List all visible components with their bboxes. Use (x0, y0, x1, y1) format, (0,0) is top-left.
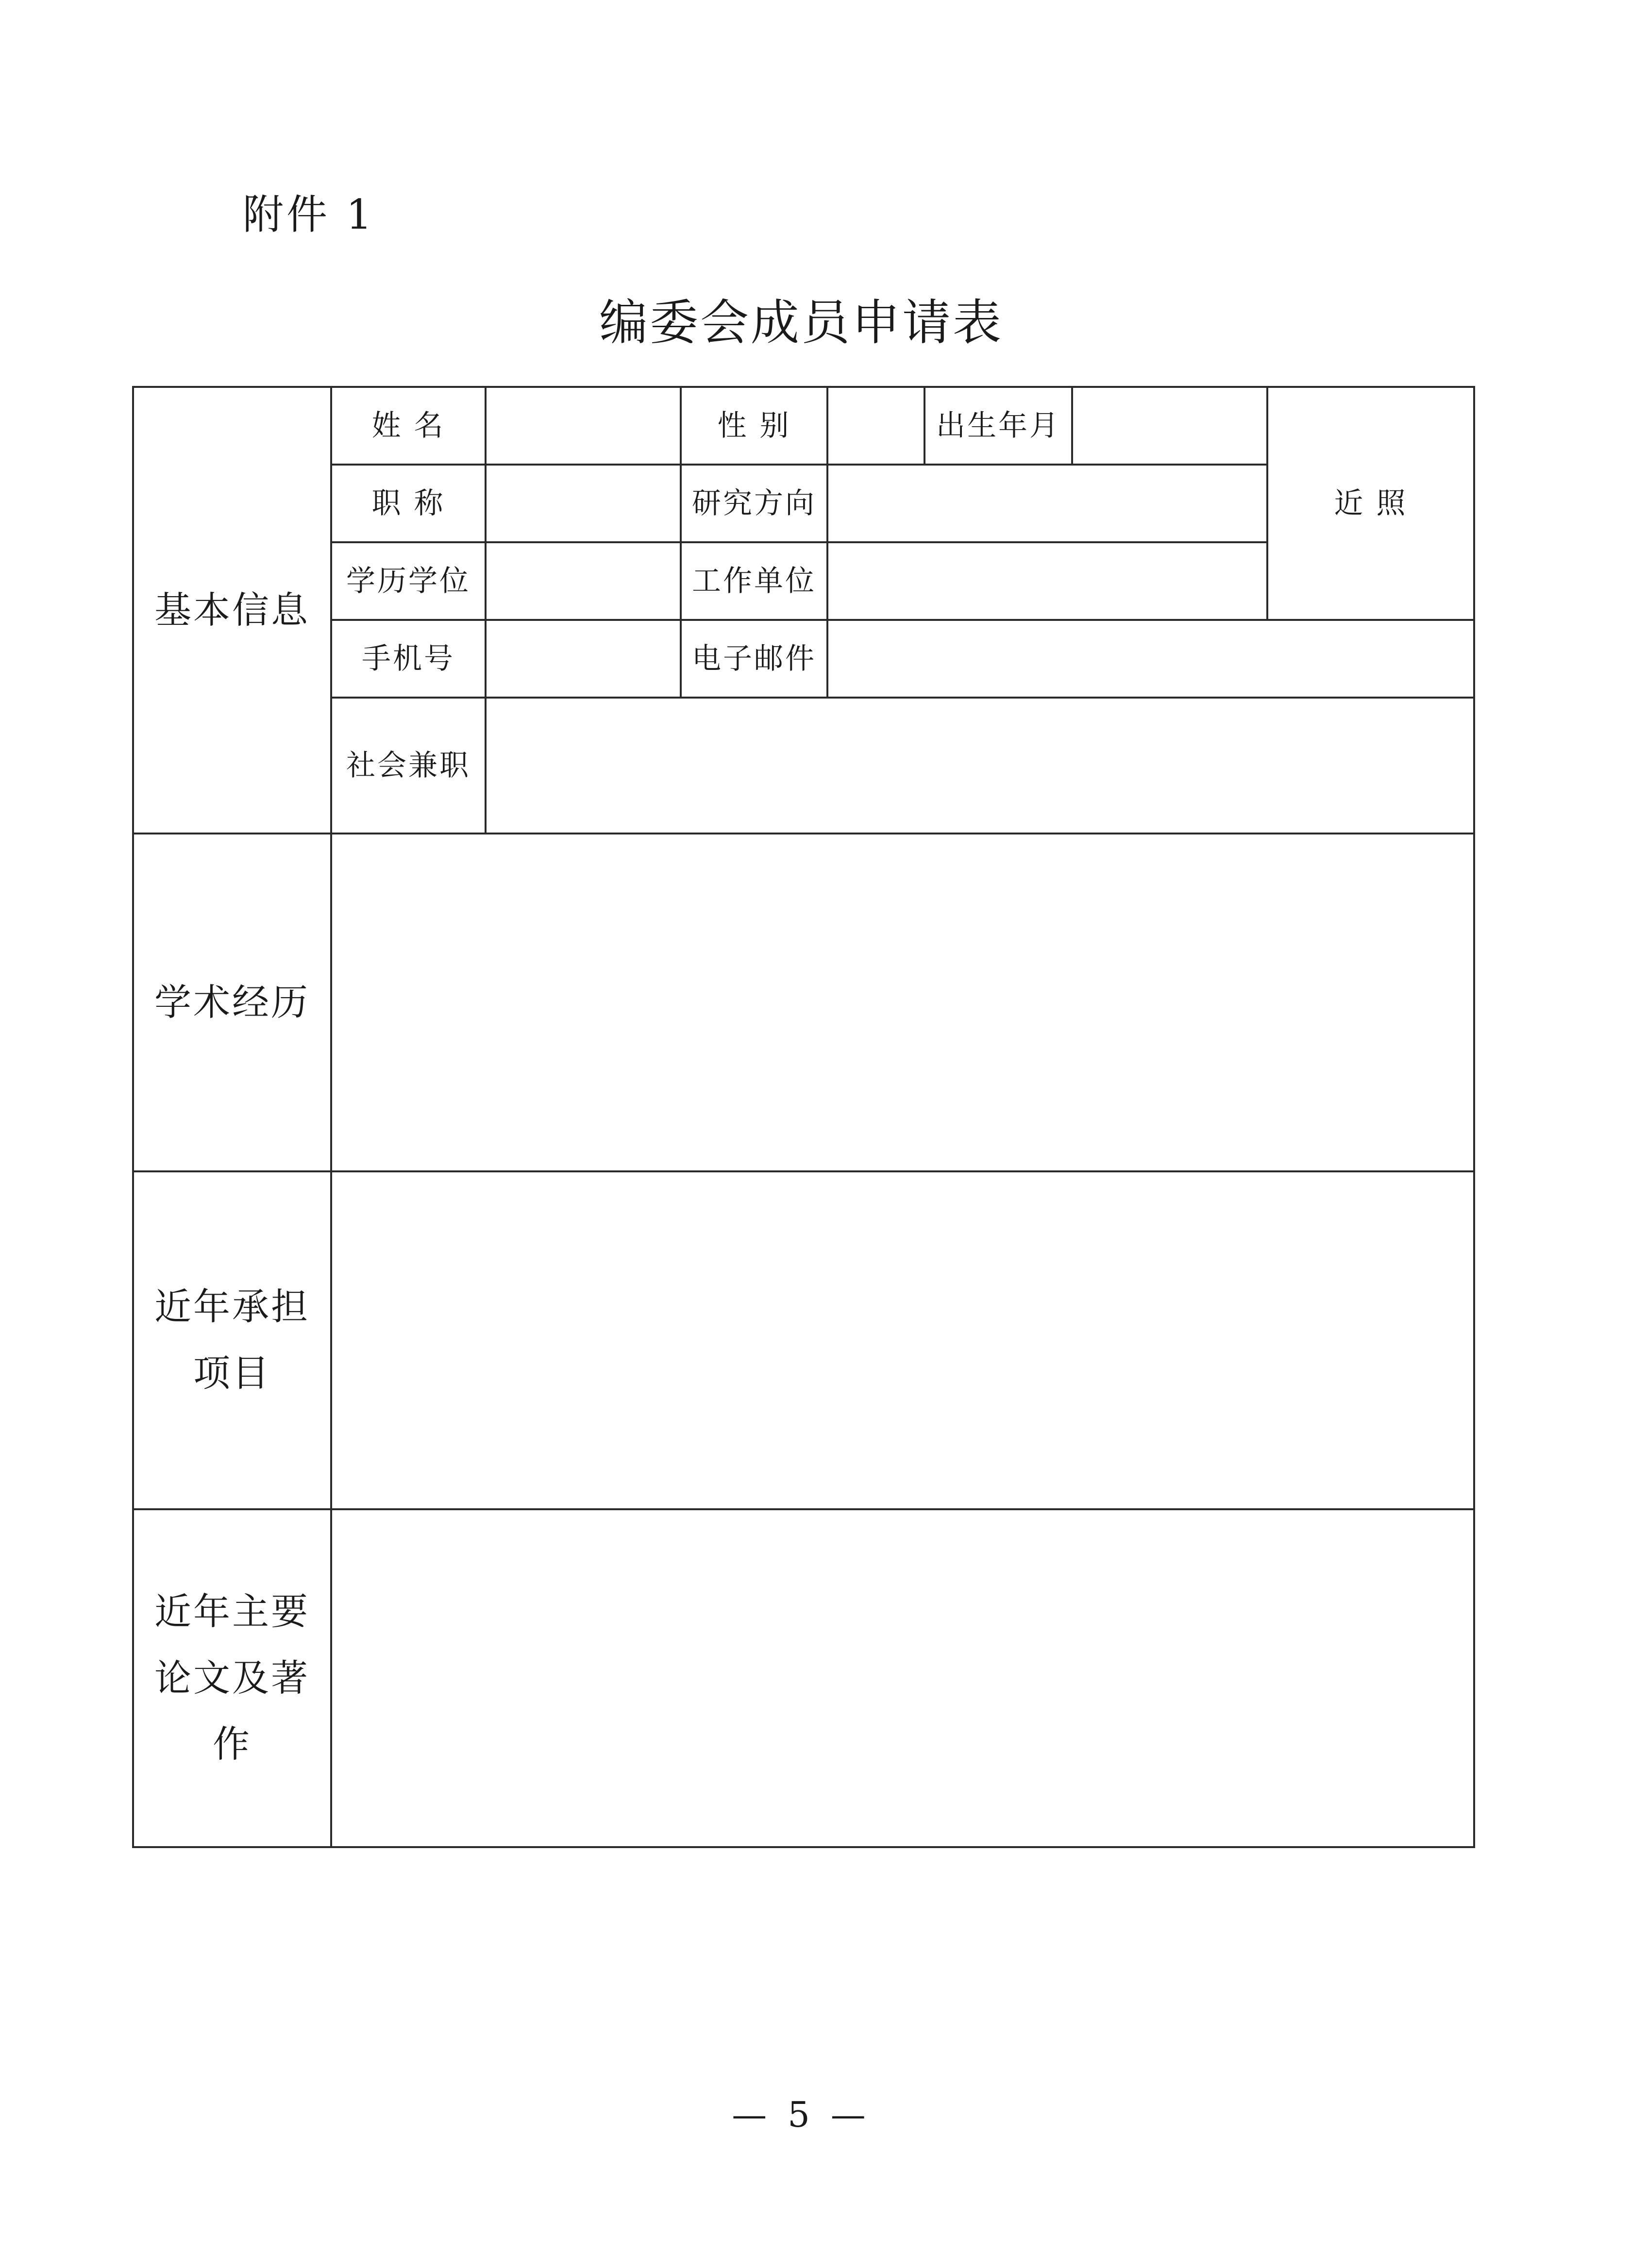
title-field[interactable] (486, 465, 681, 542)
basic-info-label-text: 基本信息 (154, 588, 310, 632)
mobile-field[interactable] (486, 620, 681, 698)
form-title: 编委会成员申请表 (599, 294, 1003, 351)
photo-cell[interactable] (1267, 387, 1474, 620)
recent-projects-label-text: 近年承担项目 (154, 1285, 310, 1395)
work-unit-field[interactable] (827, 542, 1267, 620)
email-field[interactable] (827, 620, 1474, 698)
title-label: 职 称 (331, 465, 486, 542)
name-label: 姓 名 (331, 387, 486, 465)
social-positions-label: 社会兼职 (331, 698, 486, 834)
mobile-label: 手机号 (331, 620, 486, 698)
gender-field[interactable] (827, 387, 924, 465)
attachment-label: 附件 1 (243, 191, 375, 238)
research-direction-field[interactable] (827, 465, 1267, 542)
recent-publications-section-label (133, 1509, 331, 1847)
academic-experience-section-label (133, 834, 331, 1171)
photo-label: 近 照 (1334, 486, 1408, 520)
academic-experience-label-text: 学术经历 (154, 980, 310, 1024)
birth-date-field[interactable] (1072, 387, 1267, 465)
recent-projects-section-label (133, 1171, 331, 1509)
name-field[interactable] (486, 387, 681, 465)
research-direction-label: 研究方向 (681, 465, 827, 542)
basic-info-section-label (133, 387, 331, 834)
email-label: 电子邮件 (681, 620, 827, 698)
academic-experience-field[interactable] (331, 834, 1474, 1171)
work-unit-label: 工作单位 (681, 542, 827, 620)
recent-projects-field[interactable] (331, 1171, 1474, 1509)
application-form-table (132, 386, 1475, 1848)
page-number: — 5 — (732, 2094, 871, 2135)
birth-date-label: 出生年月 (924, 387, 1072, 465)
social-positions-field[interactable] (486, 698, 1474, 834)
gender-label: 性 别 (681, 387, 827, 465)
recent-publications-label-text: 近年主要论文及著作 (154, 1589, 310, 1766)
education-label: 学历学位 (331, 542, 486, 620)
recent-publications-field[interactable] (331, 1509, 1474, 1847)
education-field[interactable] (486, 542, 681, 620)
